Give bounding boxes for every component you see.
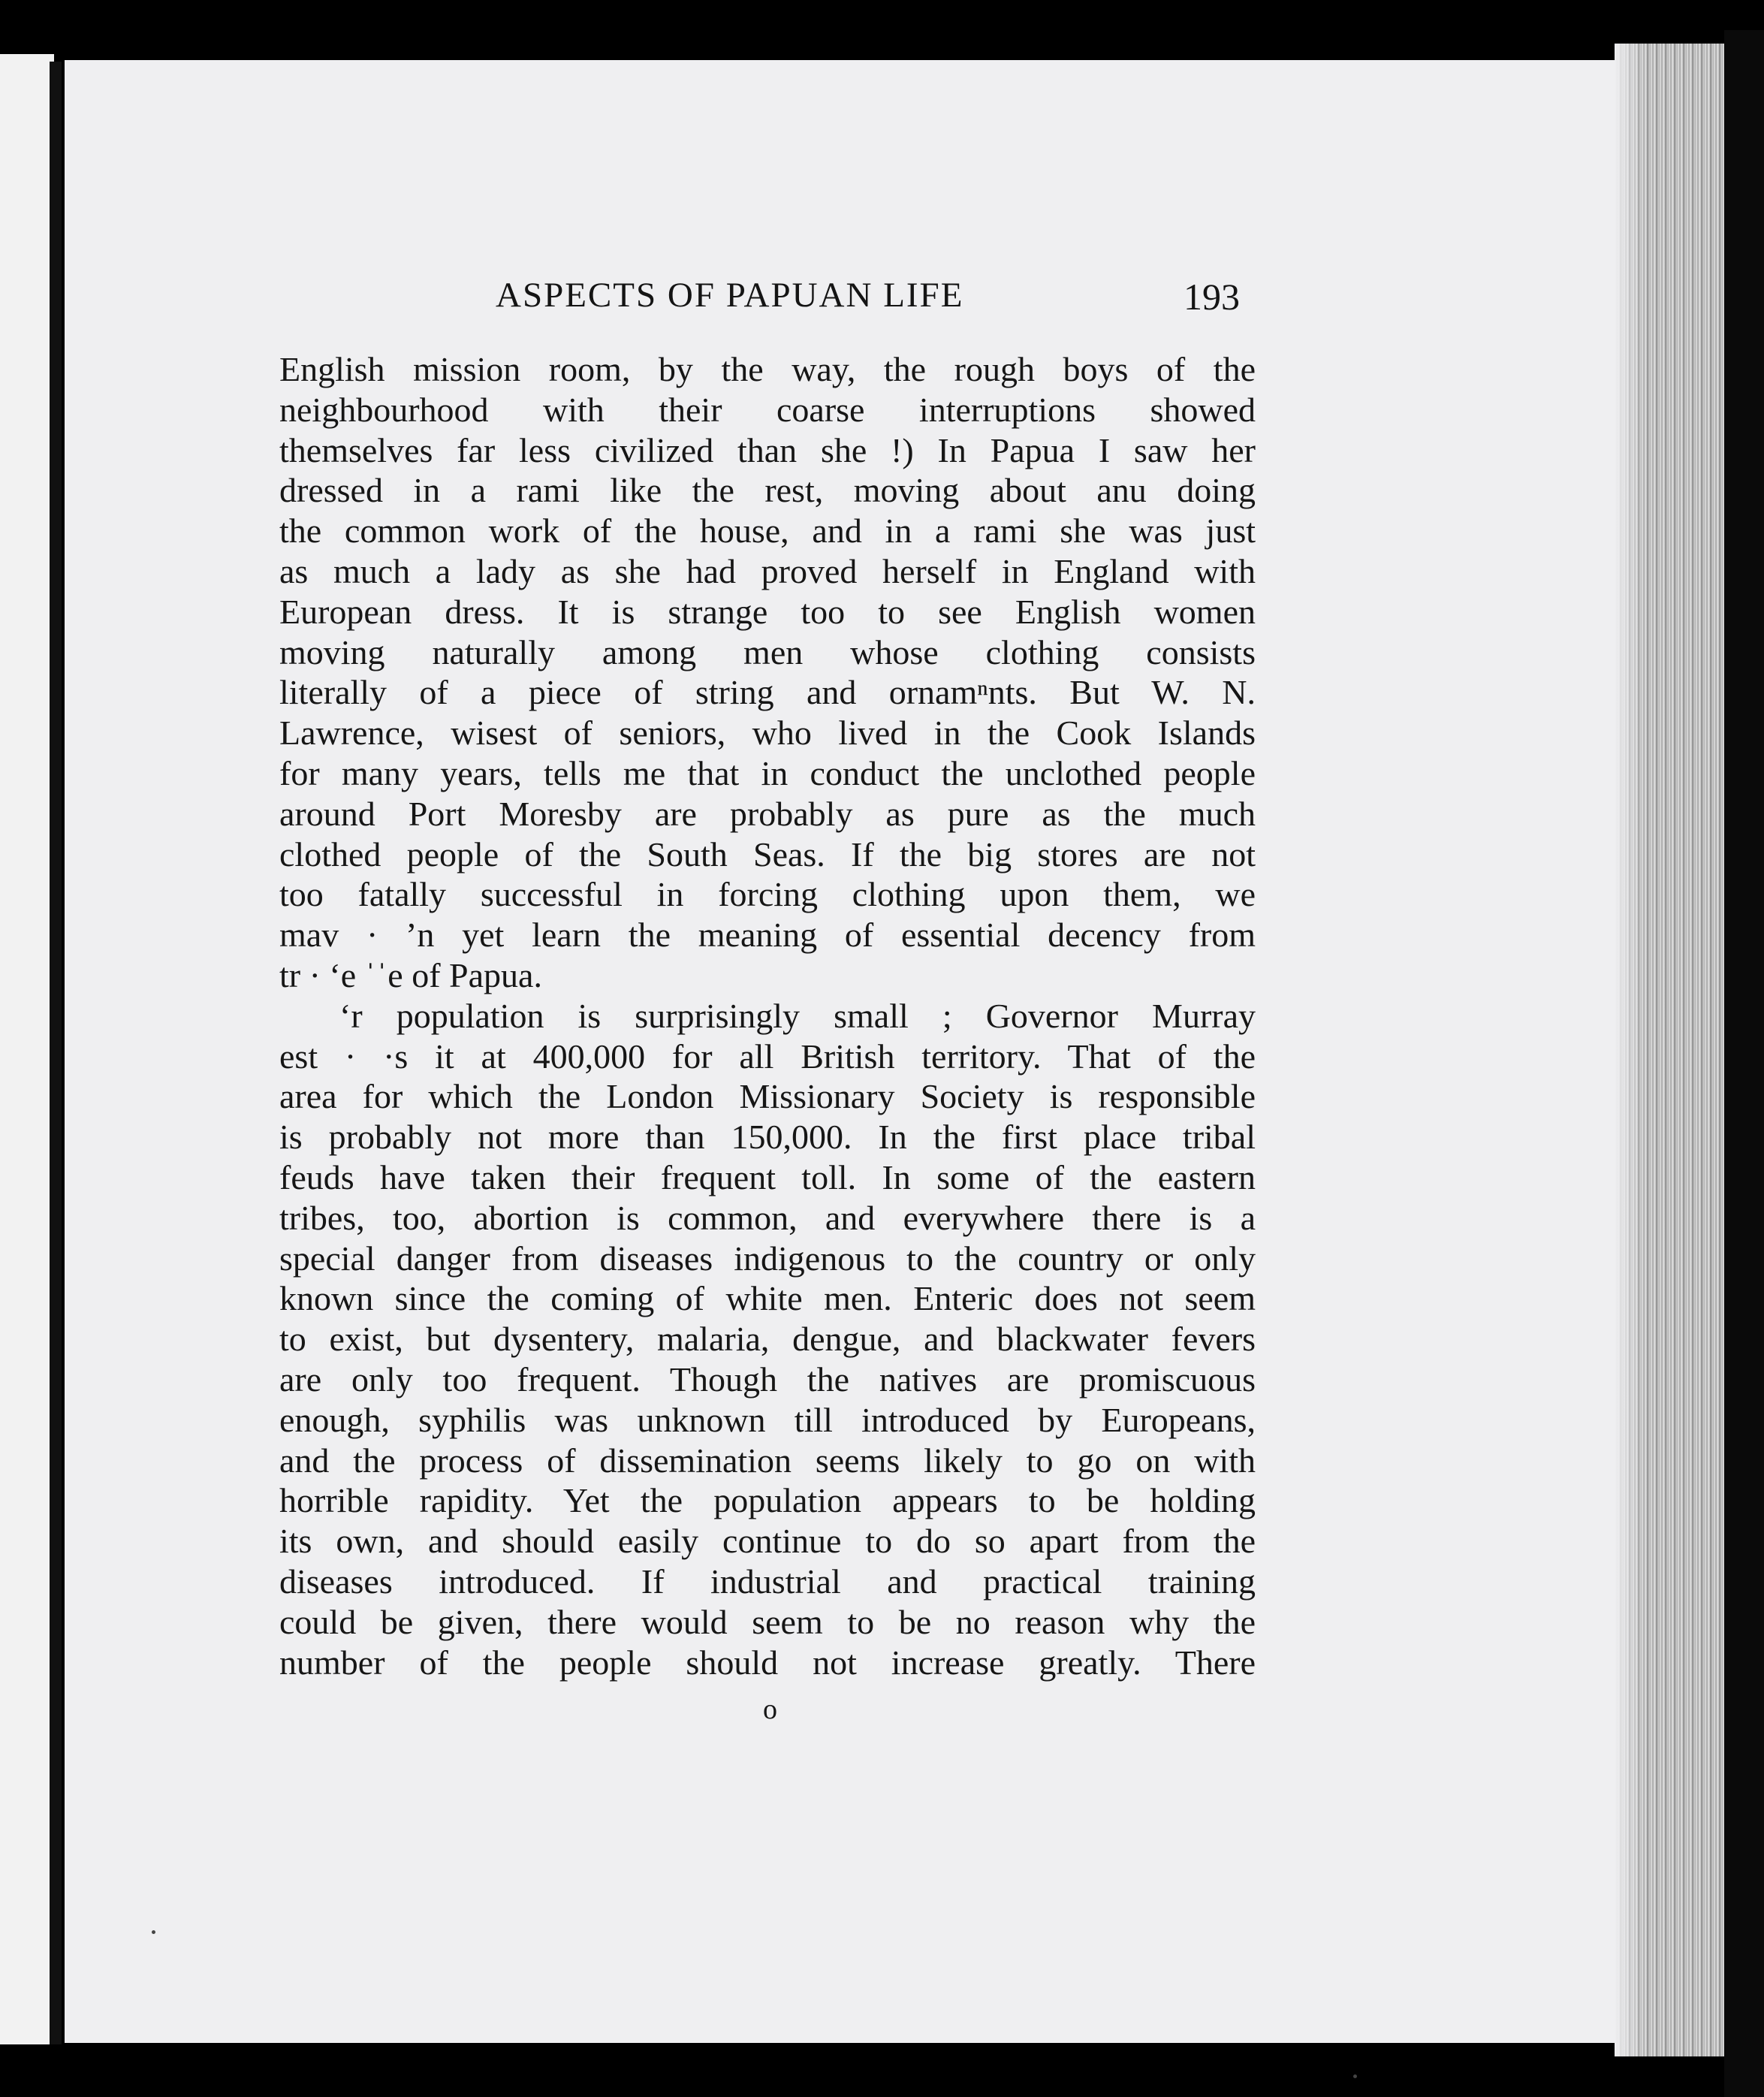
text-line: literally of a piece of string and ornamⁿnts. But W. N.	[279, 673, 1256, 712]
facing-page-edge	[0, 54, 54, 2044]
text-line: as much a lady as she had proved herself in England with	[279, 551, 1256, 590]
text-line: could be given, there would seem to be no reason why the	[279, 1602, 1256, 1641]
text-line: too fatally successful in forcing clothing upon them, we	[279, 875, 1256, 914]
gutter-shadow	[50, 62, 62, 2044]
text-line: special danger from diseases indigenous to the country or only	[279, 1239, 1256, 1278]
running-head	[278, 275, 1254, 327]
text-line: diseases introduced. If industrial and practical training	[279, 1561, 1256, 1601]
text-line: moving naturally among men whose clothing consists	[279, 632, 1256, 671]
text-line: tribes, too, abortion is common, and everywhere there is a	[279, 1198, 1256, 1237]
text-line: is probably not more than 150,000. In the first place tribal	[279, 1118, 1256, 1157]
text-line: tr · ʻe ˈˈe of Papua.	[279, 955, 542, 994]
text-line: its own, and should easily continue to do so apart from the	[279, 1522, 1256, 1561]
text-line: for many years, tells me that in conduct the unclothed people	[279, 753, 1256, 792]
text-line: clothed people of the South Seas. If the big stores are not	[279, 834, 1256, 873]
text-line: themselves far less civilized than she !) In Papua I saw her	[279, 430, 1256, 469]
text-line: area for which the London Missionary Society is responsible	[279, 1077, 1256, 1116]
text-line: English mission room, by the way, the rough boys of the	[279, 350, 1256, 388]
body-text	[279, 349, 1256, 1682]
signature-mark: o	[763, 1694, 777, 1725]
page-number: 193	[1184, 276, 1240, 318]
text-line: number of the people should not increase greatly. There	[279, 1643, 1256, 1682]
text-line: and the process of dissemination seems likely to go on with	[279, 1441, 1256, 1480]
fore-edge-shadow	[1615, 44, 1645, 2056]
text-line: are only too frequent. Though the natives are promiscuous	[279, 1359, 1256, 1399]
text-line: dressed in a rami like the rest, moving about anu doing	[279, 471, 1256, 510]
text-line: the common work of the house, and in a rami she was just	[279, 511, 1256, 551]
text-line: neighbourhood with their coarse interruptions showed	[279, 390, 1256, 429]
text-line: European dress. It is strange too to see English women	[279, 592, 1256, 631]
cover-edge	[1724, 30, 1764, 2097]
running-head-title: ASPECTS OF PAPUAN LIFE	[496, 276, 964, 315]
text-line: ʻr population is surprisingly small ; Governor Murray	[339, 996, 1256, 1035]
text-line: enough, syphilis was unknown till introduced by Europeans,	[279, 1400, 1256, 1439]
dust-speck	[152, 1930, 155, 1934]
text-line: to exist, but dysentery, malaria, dengue, and blackwater fevers	[279, 1320, 1256, 1359]
text-line: horrible rapidity. Yet the population appears to be holding	[279, 1481, 1256, 1520]
text-line: mav · ’n yet learn the meaning of essential decency from	[279, 916, 1256, 955]
text-line: around Port Moresby are probably as pure as the much	[279, 794, 1256, 833]
text-line: feuds have taken their frequent toll. In some of the eastern	[279, 1157, 1256, 1196]
text-line: est · ·s it at 400,000 for all British territory. That of the	[279, 1036, 1256, 1076]
text-line: known since the coming of white men. Enteric does not seem	[279, 1279, 1256, 1318]
dust-speck	[1353, 2074, 1357, 2078]
text-line: Lawrence, wisest of seniors, who lived in the Cook Islands	[279, 714, 1256, 753]
